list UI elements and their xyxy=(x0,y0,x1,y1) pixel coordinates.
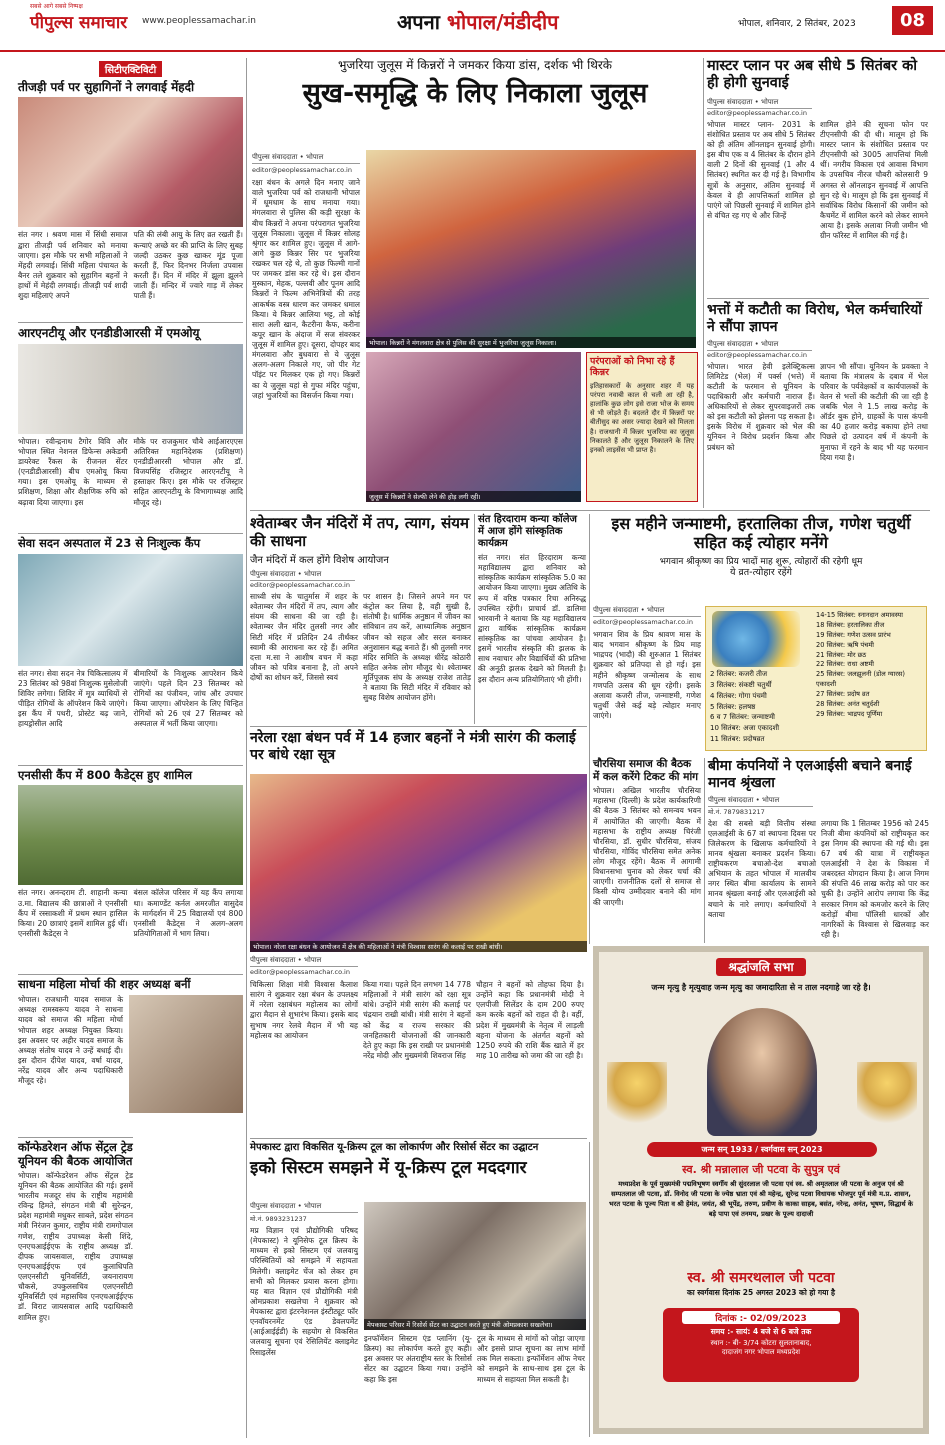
festival-item: 29 सितंबर: भाद्रपद पूर्णिमा xyxy=(816,709,883,718)
byline: पीपुल्स संवाददाता • भोपाल xyxy=(250,956,358,967)
photo-raksha xyxy=(250,774,587,952)
lic-story xyxy=(708,758,930,943)
photo-ncc xyxy=(18,785,243,885)
article-text: चिकित्सा शिक्षा मंत्री विश्वास कैलाश सारंग ने शुक्रवार रक्षा बंधन के उपलक्ष्य में नरेला रक्षाबंधन महोत्सव का लोगों द्वारा मैदान से शुभारंभ किया। इसके बाद सुभाष नगर रेलवे मैदान में भी यह महोत्सव का आयोजन xyxy=(250,980,358,1040)
column-divider xyxy=(246,58,247,1438)
column-divider xyxy=(474,514,475,724)
headline: संत हिरदाराम कन्या कॉलेज में आज होंगे सांस्कृतिक कार्यक्रम xyxy=(478,514,577,549)
info-box xyxy=(586,352,698,502)
byline: पीपुल्स संवाददाता • भोपाल xyxy=(250,570,355,581)
bhel-story xyxy=(707,302,929,508)
photo-caption: भोपाल। नरेला रक्षा बंधन के आयोजन में क्षेत्र की महिलाओं ने मंत्री विश्वास सारंग की कलाई पर राखी बांधी। xyxy=(250,941,587,952)
headline: श्वेताम्बर जैन मंदिरों में तप, त्याग, संयम की साधना xyxy=(250,514,469,550)
headline: नरेला रक्षा बंधन पर्व में 14 हजार बहनों ने मंत्री सारंग की कलाई पर बांधे रक्षा सूत्र xyxy=(250,730,576,763)
shraddhanjali-ad xyxy=(593,946,929,1434)
section-prefix: अपना xyxy=(397,10,440,34)
email[interactable]: editor@peoplessamachar.co.in xyxy=(250,581,350,589)
festival-list-left xyxy=(710,669,814,745)
kicker: भुजरिया जुलूस में किन्नरों ने जमकर किया डांस, दर्शक भी थिरके xyxy=(338,58,612,72)
byline: पीपुल्स संवाददाता • भोपाल xyxy=(707,340,812,351)
deceased-name: स्व. श्री समरथलाल जी पटवा xyxy=(687,1270,835,1286)
event-venue: दादाजंग नगर भोपाल मध्यप्रदेश xyxy=(721,1348,801,1356)
jain-story xyxy=(250,514,472,724)
festival-item: 3 सितंबर: संकष्टी चतुर्थी xyxy=(710,680,772,689)
ad-arc-text: जन्म मृत्यु है मृत्युवाह जन्म मृत्यु का जमादारिता से न ताल नदगाहे जा रहे है। xyxy=(651,983,871,992)
candle-decoration xyxy=(857,1062,917,1132)
masthead-tagline: सबसे आगे सबसे निष्पक्ष xyxy=(30,3,83,10)
festival-item: 5 सितंबर: हलषष्ठ xyxy=(710,702,756,711)
article-text: शामिल होने की सूचना फोन पर टीएनसीपी की दी थी। मालूम हो कि मास्टर प्लान के संशोधित प्रस्ताव पर टीएनसीपी को 3005 आपत्तियां मिली थीं। नगरीय विकास एवं आवास विभाग के उपसचिव नीरज चौबरी कोलसारी 9 अगस्त से ऑनलाइन सुनवाई में आपत्ति सुन रहे थे। मालूम हो कि इस सुनवाई में सर्वाधिक विरोध किसानों की जमीन को कैचमेंट में शामिल करने को लेकर सामने आया है। इसके अलावा निजी जमीन भी ग्रीन फॉरेस्ट में शामिल की गई है। xyxy=(820,119,928,241)
article-text: संत नगर। अनन्दराम टी. शाहानी कन्या उ.मा. विद्यालय की छात्राओं ने एनसीसी कैंप में रस्साकशी में प्रथम स्थान हासिल किया। 20 छात्राएं इसमें शामिल हुई थीं। एनसीसी कैडेट्स ने xyxy=(18,888,128,938)
article-text: टूल के माध्यम से मांगों को जोड़ा जाएगा और इससे प्राप्त सूचना का लाभ मांगों तक मिल सकता। इन्फॉर्मेशन ऑफ नेचर को समझने के साथ-साथ इस टूल के माध्यम से सहायता मिल सकती है। xyxy=(477,1334,585,1384)
article-text: भगवान शिव के प्रिय श्रावण मास के बाद भगवान श्रीकृष्ण के प्रिय माह भाद्रपद (भादौ) की शुरुआत 1 सितंबर शुक्रवार को प्रतिपदा से हो गई। इस महीने श्रीकृष्ण जन्मोत्सव के साथ गणपति उत्सव की धूम रहेगी। इसके अलावा कजरी तीज, जन्माष्टमी, गणेश चतुर्थी जैसे कई बड़े त्योहार मनाए जाएंगे। xyxy=(593,630,701,720)
headline: चौरसिया समाज की बैठक में कल करेंगे टिकट की मांग xyxy=(593,758,699,783)
bhujariya-story xyxy=(250,58,700,508)
event-box xyxy=(663,1308,859,1382)
article-text: देश की सबसे बड़ी वित्तीय संस्था एलआईसी के 67 वां स्थापना दिवस पर जिलेकरण के खिलाफ कर्मचारियों ने मानव श्रृंखला बनाकर प्रदर्शन किया। राष्ट्रीयकरण बचाओ-देश बचाओ अभियान के तहत भोपाल में मालवीय नगर स्थित बीमा कार्यालय के सामने मानव श्रृंखला बनाई और एलआईसी को बचाने के नारे लगाए। कर्मचारियों ने बताया xyxy=(708,818,816,919)
article-text: भोपाल मास्टर प्लान- 2031 के संशोधित प्रस्ताव पर अब सीधे 5 सितंबर को ही अंतिम ऑनलाइन सुनवाई होगी। इस बीच एक व 4 सितंबर के दौरान होने वाली 2 दिनों की सुनवाई (1 और 4 सितंबर) स्थगित कर दी गई है। विभागीय सूत्रों के अनुसार, अंतिम सुनवाई में केवल वे ही आपत्तिकर्ता शामिल हो पाएंगे जो पिछली सुनवाई में शामिल होने से वंचित रह गए थे और जिन्हें xyxy=(707,119,815,220)
section-title xyxy=(397,8,559,35)
festival-item: 27 सितंबर: प्रदोष व्रत xyxy=(816,690,870,699)
row-divider xyxy=(707,298,929,299)
headline: मास्टर प्लान पर अब सीधे 5 सितंबर को ही होगी सुनवाई xyxy=(707,58,918,92)
headline: इस महीने जन्माष्टमी, हरतालिका तीज, गणेश चतुर्थी सहित कई त्योहार मनेंगे xyxy=(611,514,911,553)
article-text: इनफॉर्मेशन सिस्टम एंड प्लानिंग (यू-क्रिस्प) का लोकार्पण करते हुए कही। इस अवसर पर अंतराष्ट्रीय स्तर के रिसोर्स सेंटर का उद्घाटन किया गया। उन्होंने कहा कि इस xyxy=(364,1334,472,1384)
festival-item: 2 सितंबर: कजरी तीज xyxy=(710,670,768,678)
mobile: मो.नं. 9893231237 xyxy=(250,1215,307,1223)
subhead-2: ये व्रत-त्योहार रहेंगे xyxy=(729,567,793,579)
dateline: भोपाल, शनिवार, 2 सितंबर, 2023 xyxy=(738,19,856,29)
masthead xyxy=(0,0,945,52)
article-text: भोपाल। रवीन्द्रनाथ टैगोर विवि और भोपाल स्थित नेशनल डिफेन्स अकेडमी डायरेक्ट रैंकस के रीजनल सेंटर (एनडीडीआरसी) बीच एमओयू किया गया। इस एमओयू के माध्यम से प्रशिक्षण, शिक्षा और शैक्षणिक रुचि को बढ़ावा दिया जाएगा। इस xyxy=(18,436,128,507)
festival-item: 4 सितंबर: गोगा पंचमी xyxy=(710,691,767,700)
email[interactable]: editor@peoplessamachar.co.in xyxy=(250,968,350,976)
article-text: लगाया कि 1 सितम्बर 1956 को 245 निजी बीमा कंपनियों को राष्ट्रीयकृत कर इस निगम की स्थापना की गई थी। इस 67 वर्ष की यात्रा में राष्ट्रीयकृत एलआईसी ने देश के विकास में जबरदस्त योगदान किया है। आज निगम की संपत्ति 46 लाख करोड़ को पार कर चुकी है। उन्होंने आरोप लगाया कि केंद्र सरकार निगम को कमजोर करने के लिए करोड़ों बीमा पॉलिसी धारकों और नागरिकों के विश्वास से खिलवाड़ कर रही है। xyxy=(821,818,929,939)
row-divider xyxy=(250,726,587,727)
article-text: रक्षा बंधन के अगले दिन मनाए जाने वाले भुजरिया पर्व को राजधानी भोपाल में धूमधाम के साथ मनाया गया। मंगलवारा से पुलिस की कड़ी सुरक्षा के बीच किन्नरों ने अपना परंपरागत भुजरिया जुलूस निकाला। जुलूस में किन्नर सोलह श्रृंगार कर शामिल हुए। जुलूस में आगे-आगे कुछ किन्नर सिर पर भुजरिया रखकर चल रहे थे, तो कुछ फिल्मी गानों पर जमकर डांस कर रहे थे। इस दौरान मुस्कान, मेहक, पल्लवी और पूनम आदि किन्नरों ने फिल्म अभिनेत्रियों की तरह आकर्षक वस्त्र धारण कर जमकर धमाल किया। ये किन्नर आलिया भट्ट, तो कोई सारा अली खान, कैटरीना कैफ, करीना कपूर खान के अंदाज में सज संवरकर जुलूस में शामिल हुए। दूसरा, दोपहर बाद मंगलवारा और बुधवारा से ये जुलूस अलग-अलग निकाले गए, जो पीर गेट पॉइंट पर मिलकर एक हो गए। किन्नरों का ये जुलूस यहां से गुफा मंदिर पहुंचा, जहां भुजरियों का विसर्जन किया गया। xyxy=(252,178,360,400)
website-url[interactable]: www.peoplessamachar.in xyxy=(142,16,256,26)
page-number: 08 xyxy=(892,6,933,35)
column-divider xyxy=(589,1142,590,1437)
portrait-photo xyxy=(707,1008,817,1136)
email[interactable]: editor@peoplessamachar.co.in xyxy=(707,350,807,359)
life-dates: जन्म सन् 1933 / स्वर्गवास सन् 2023 xyxy=(647,1142,877,1157)
photo-caption: जुलूस में किन्नरों ने सेल्फी लेने की होड़ लगी रही। xyxy=(366,491,581,502)
byline: पीपुल्स संवाददाता • भोपाल xyxy=(593,606,701,617)
festival-item: 21 सितंबर: मोर छठ xyxy=(816,650,867,659)
festival-item: 6 व 7 सितंबर: जन्माष्टमी xyxy=(710,713,775,722)
city-activity-column xyxy=(18,58,243,1438)
mapcast-story xyxy=(250,1142,587,1437)
headline: तीजड़ी पर्व पर सुहागिनों ने लगवाई मेंहदी xyxy=(18,80,195,94)
photo-selfie xyxy=(366,352,581,502)
column-divider xyxy=(704,758,705,943)
festival-item: 28 सितंबर: अनंत चतुर्दशी xyxy=(816,700,880,709)
festival-item: 10 सितंबर: अजा एकादशी xyxy=(710,724,780,733)
event-date: दिनांक :- 02/09/2023 xyxy=(682,1311,840,1324)
photo-mapcast xyxy=(364,1202,586,1330)
email[interactable]: editor@peoplessamachar.co.in xyxy=(252,166,352,174)
article-text: संत नगर। सेवा सदन नेत्र चिकित्सालय में 23 सितंबर को 98वां निःशुल्क मुसेलोजी शिविर लगेगा। शिविर में मूत्र व्याधियों से पीड़ित रोगियों के ऑपरेशन किये जाएंगे। इस कैंप में पथरी, प्रोस्टेट बढ़ जाने, हायड्रोसील आदि xyxy=(18,668,128,729)
article-text: भोपाल। अखिल भारतीय चौरसिया महासभा (दिल्ली) के प्रदेश कार्यकारिणी की बैठक 3 सितंबर को समन्वय भवन में आयोजित की जाएगी। बैठक में महासभा के राष्ट्रीय अध्यक्ष चिरंजी चौरसिया, डॉ. सुधीर चौरसिया, संजय चौरसिया, गोविंद चौरसिया समेत अनेक लोग मौजूद रहेंगे। बैठक में आगामी विधानसभा चुनाव को लेकर चर्चा की जाएगी। राजनीतिक दलों से समाज से किसी योग्य उम्मीदवार बनाने की मांग की जाएगी। xyxy=(593,786,701,907)
email[interactable]: editor@peoplessamachar.co.in xyxy=(707,108,807,117)
article-text: मौके पर राजकुमार चौबे आईआरएएस अतिरिक्त महानिदेशक (प्रशिक्षण) एनडीडीआरसी भोपाल और डॉ. विजयसिंह रजिस्ट्रार आरएनटीयू ने हस्ताक्षर किए। इस मौके पर रजिस्ट्रार सहित आरएनटीयू के विभागाध्यक्ष आदि मौजूद रहे। xyxy=(133,436,243,507)
chaurasia-story xyxy=(593,758,701,943)
kicker: मेपकास्ट द्वारा विकसित यू-क्रिस्प टूल का लोकार्पण और रिसोर्स सेंटर का उद्घाटन xyxy=(250,1142,539,1153)
family-description: मध्यप्रदेश के पूर्व मुख्यमंत्री पद्मविभूषण स्वर्गीय श्री सुंदरलाल जी पटवा एवं स्व. श्री अमृतलाल जी पटवा के अनुज एवं श्री सम्पतलाल जी पटवा, डॉ. विनोद जी पटवा के ज्येष्ठ भ्राता एवं श्री महेन्द्र, सुरेन्द्र पटवा विधायक भोजपुर पूर्व मंत्री म.प्र. शासन, भरत पटवा के पूज्य पिता व श्री हेमंत, जयंत, श्री भूपेंद्र, तरुण, प्रवीण के काका साहब, बसंत, नरेन्द्र, अनंत, भूषण, सिद्धार्थ के बड़े पापा एवं तनमय, प्रखर के पूज्य दादाजी xyxy=(609,1180,913,1218)
article-text: भोपाल। भारत हेवी इलेक्ट्रिकल्स लिमिटेड (भेल) में पर्क्स (भत्ते) में कटौती के फरमान से यूनियन के पदाधिकारी और कर्मचारी नाराज हैं। अधिकारियों से लेकर सुपरवाइजरों तक को इस कटौती को झेलना पड़ सकता है। इसके विरोध में शुक्रवार को भेल की यूनियन ने विरोध प्रदर्शन किया और प्रबंधन को xyxy=(707,361,815,452)
headline: कॉन्फेडरेशन ऑफ सेंट्रल ट्रेड यूनियन की बैठक आयोजित xyxy=(18,1137,133,1169)
byline: पीपुल्स संवाददाता • भोपाल xyxy=(708,796,813,807)
article-text: संत नगर। संत हिरदाराम कन्या महाविद्यालय द्वारा शनिवार को सांस्कृतिक कार्यक्रम सांस्कृतिक 5.0 का आयोजन किया जाएगा। मुख्य अतिथि के रूप में वरिष्ठ पत्रकार रिचा अनिरुद्ध उपस्थित रहेंगी। प्राचार्य डॉ. डालिमा भारवानी ने बताया कि यह महाविद्यालय द्वारा वार्षिक सांस्कृतिक कार्यक्रम सांस्कृतिक का पांचवा आयोजन है। इसमें भारतीय संस्कृति की झलक के साथ नवाचार और विद्यार्थियों की प्रतिभा की अनूठी झलक देखने को मिलती है। इस दौरान अन्य प्रतियोगिताएं भी होंगी। xyxy=(478,553,586,684)
photo-procession xyxy=(366,150,696,348)
mobile: मो.नं. 7879831217 xyxy=(708,807,765,816)
article-text: भोपाल। कॉन्फेडरेशन ऑफ सेंट्रल ट्रेड यूनियन की बैठक आयोजित की गई। इसमें भारतीय मजदूर संघ के राष्ट्रीय महामंत्री रविन्द्र हिमते, संगठन मंत्री बी सुरेन्द्रन, प्रदेश महामंत्री मधुकर साबले, प्रदेश संगठन मंत्री निरंजन कुमार, राष्ट्रीय मंत्री रामगोपाल गणेश, राष्ट्रीय उपाध्यक्ष केसी शिंदे, एनएचआईईएफ के राष्ट्रीय अध्यक्ष डॉ. दीपक जायसवाल, राष्ट्रीय उपाध्यक्ष एनएचआईईएफ एवं कुलाधिपति एलएनसीटी यूनिवर्सिटी, जयनारायण चौकसे, उपकुलसचिव एलएनसीटी यूनिवर्सिटी एवं महासचिव एनएचआईईएफ डॉ. विराट जायसवाल आदि पदाधिकारी शामिल हुए। xyxy=(18,1170,133,1322)
headline: साधना महिला मोर्चा की शहर अध्यक्ष बनीं xyxy=(18,974,243,992)
subhead: भगवान श्रीकृष्ण का प्रिय भादों माह शुरू, त्योहारों की रहेगी धूम xyxy=(659,557,863,568)
candle-decoration xyxy=(607,1062,667,1132)
column-divider xyxy=(703,58,704,508)
festival-item: 18 सितंबर: हरतालिका तीज xyxy=(816,620,885,629)
event-time: समय :- सायं: 4 बजे से 6 बजे तक xyxy=(710,1327,812,1336)
hirdaram-story xyxy=(478,514,586,724)
headline: सेवा सदन अस्पताल में 23 से निःशुल्क कैंप xyxy=(18,533,243,551)
photo-hospital xyxy=(18,554,243,666)
photo-caption: मेपकास्ट परिसर में रिसोर्स सेंटर का उद्घाटन करते हुए मंत्री ओमप्रकाश सखलेचा। xyxy=(364,1319,586,1330)
headline: एनसीसी कैंप में 800 कैडेट्स हुए शामिल xyxy=(18,765,243,783)
festival-item: 20 सितंबर: ऋषि पंचमी xyxy=(816,640,875,649)
article-text: ज्ञापन भी सौंपा। यूनियन के प्रवक्ता ने बताया कि मंत्रालय के दबाव में भेल परिवार के पर्यवेक्षकों व कार्यपालकों के वेतन से भत्तों की कटौती की जा रही है जबकि भेल ने 1.5 लाख करोड़ के ऑर्डर बुक होने, ग्राहकों के पास कंपनी का 40 हजार करोड़ बकाया होने तथा पिछले दो उत्पादन वर्ष में कंपनी के मुनाफा में रहने के बाद भी यह फरमान दिया गया है। xyxy=(820,361,928,462)
email[interactable]: editor@peoplessamachar.co.in xyxy=(593,618,693,626)
festival-list-right xyxy=(816,611,926,720)
newspaper-logo: पीपुल्स समाचार xyxy=(30,13,128,33)
raksha-story xyxy=(250,730,587,1135)
festival-item: 22 सितंबर: राधा अष्टमी xyxy=(816,660,874,669)
row-divider xyxy=(250,510,930,511)
article-text: किया गया। पहले दिन लगभग 14 778 महिलाओं ने मंत्री सारंग को रक्षा सूत्र बांधे। उन्होंने मंत्री सारंग की कलाई पर चंद्रयान राखी बांधी। मंत्री सारंग ने बहनों को केंद्र व राज्य सरकार की जनहितकारी योजनाओं की जानकारी देते हुए कहा कि इस राखी पर प्रधानमंत्री नरेंद्र मोदी और मुख्यमंत्री शिवराज सिंह xyxy=(363,980,471,1060)
section-name: भोपाल/मंडीदीप xyxy=(446,10,559,34)
photo-caption: भोपाल। किन्नरों ने मंगलवारा क्षेत्र से पुलिस की सुरक्षा में भुजरिया जुलूस निकाला। xyxy=(366,337,696,348)
masterplan-story xyxy=(707,58,929,298)
photo-sadhana xyxy=(129,995,243,1113)
headline: सुख-समृद्धि के लिए निकाला जुलूस xyxy=(302,78,648,110)
box-title: परंपराओं को निभा रहे हैं किन्नर xyxy=(590,356,675,379)
festival-item: 25 सितंबर: जलझूलनी (डोल ग्यारस) एकादशी xyxy=(816,670,905,689)
article-text: मप्र विज्ञान एवं प्रौद्योगिकी परिषद (मेपकास्ट) ने यूनिसेफ टूल क्रिस्प के माध्यम से इको सिस्टम एवं जलवायु परिस्थितियों को समझने में सहायता मिलेगी। क्लाइमेट चेंज को लेकर हम सभी को मिलकर प्रयास करना होगा। यह बात विज्ञान एवं प्रौद्योगिकी मंत्री ओमप्रकाश सखलेचा ने शुक्रवार को मेपकास्ट द्वारा इंटरनेशनल इंस्टीट्यूट फॉर एनवॉयरनमेंट एंड डेवलपमेंट (आईआईईडी) के सहयोग से विकसित जलवायु सूचना एवं रेसिलियेंट क्लाइमेट रिसाइलेंस xyxy=(250,1226,358,1357)
article-text: संत नगर । श्रवण मास में सिंधी समाज द्वारा तीजड़ी पर्व शनिवार को मनाया जाएगा। इस मौके पर सभी महिलाओं ने मेंहदी लगवाई। सिंधी महिला पंचायत के बैनर तले शुक्रवार को सुहागिन बहनों ने हाथों में मेहंदी लगवाई। तीजड़ी पर्व शादी शुदा महिलाएं अपने xyxy=(18,230,128,301)
article-text: पर शासन है। जिसने अपने मन पर कंट्रोल कर लिया है, वही सुखी है, संतोषी है। धार्मिक अनुष्ठान में जीवन का संविधान तय करें, आध्यात्मिक अनुष्ठान जीवन को सहज और सरल बनाकर अनुशासन बद्ध बनाते हैं। श्री तुलसी नगर मंदिर समिति के अध्यक्ष धीरेंद्र कोठारी सहित अनेक लोग मौजूद थे। श्वेताम्बर मूर्तिपूजक संघ के अध्यक्ष राजेश तातेड़ ने बताया कि सिटी मंदिर में रविवार को सुबह विशेष आयोजन होंगे। xyxy=(363,592,471,703)
column-divider xyxy=(589,514,590,944)
ad-title: श्रद्धांजलि सभा xyxy=(716,958,805,976)
photo-mehndi xyxy=(18,97,243,227)
headline: भत्तों में कटौती का विरोध, भेल कर्मचारियों ने सौंपा ज्ञापन xyxy=(707,302,922,335)
parent-name: स्व. श्री मन्नालाल जी पटवा के सुपुत्र एवं xyxy=(682,1163,840,1176)
article-text: भोपाल। राजधानी यादव समाज के अध्यक्ष रामस्वरूप यादव ने साधना यादव को समाज की महिला मोर्चा भोपाल शहर अध्यक्ष नियुक्त किया। इस अवसर पर अहीर यादव समाज के अध्यक्ष संतोष यादव ने उन्हें बधाई दी। इस दौरान दीपेश यादव, वर्षा यादव, नरेंद्र यादव और अन्य पदाधिकारी मौजूद रहे। xyxy=(18,995,123,1086)
event-venue: स्थान :- बी- 3/74 कोटरा सुलतानाबाद, xyxy=(710,1339,812,1347)
festival-item: 19 सितंबर: गणेश उत्सव प्रारंभ xyxy=(816,630,891,639)
article-text: चौहान ने बहनों को तोहफा दिया है। उन्होंने कहा कि प्रधानमंत्री मोदी ने एलपीजी सिलेंडर के दाम 200 रुपए कम करके बहनों को राहत दी है। वहीं, प्रदेश में मुख्यमंत्री के नेतृत्व में लाड़ली बहना योजना के अंतर्गत बहनों को 1250 रुपये की राशि बैंक खाते में हर माह 10 तारीख को जमा की जा रही है। xyxy=(476,980,584,1060)
section-tag: सिटीएक्टिविटी xyxy=(99,61,162,77)
headline: इको सिस्टम समझने में यू-क्रिस्प टूल मददगार xyxy=(250,1158,527,1178)
festival-card xyxy=(705,606,927,751)
row-divider xyxy=(250,1138,587,1139)
article-text: बीमारियों के निःशुल्क आपरेशन किये जाएंगे। पहले दिन 23 सितम्बर को रोगियों का पंजीयन, जांच और उपचार किया जाएगा। ऑपरेशन के लिए चिन्हित रोगियों को 26 एवं 27 सितम्बर को अस्पताल में भर्ती किया जाएगा। xyxy=(133,668,243,729)
headline: आरएनटीयू और एनडीडीआरसी में एमओयू xyxy=(18,322,243,340)
article-text: बंसल कॉलेज परिसर में यह कैंप लगाया था। कमाण्डेंट कर्नल अमरजीत वासुदेव के मार्गदर्शन में 25 विद्यालयों एवं 800 एनसीसी कैडेट्स ने अलग-अलग प्रतियोगिताओं में भाग लिया। xyxy=(133,888,243,938)
article-text: साध्वी संघ के चातुर्मास में शहर के श्वेताम्बर जैन मंदिरों में तप, त्याग और संयम की साधना की जा रही है। श्वेताम्बर जैन मंदिर तुलसी नगर और सिटी मंदिर में प्रतिदिन 24 तीर्थंकर स्वामी की आराधना कर रहे हैं। अमित दत्ता म.सा ने आशीष वचन में कहा जीवन को पवित्र बनाना है, तो अपने दोषों का शोधन करें, जिससे स्वयं xyxy=(250,592,358,682)
photo-mou xyxy=(18,344,243,434)
byline: पीपुल्स संवाददाता • भोपाल xyxy=(707,98,812,109)
krishna-illustration xyxy=(712,611,800,667)
festival-item: 11 सितंबर: प्रदोषव्रत xyxy=(710,735,765,744)
box-text: इतिहासकारों के अनुसार शहर में यह परंपरा नवाबी काल से चली आ रही है, हालांकि कुछ लोग इसे राजा भोज के समय से भी जोड़ते हैं। बदलते दौर में किन्नरों पर बीतीसुद का असर ज्यादा देखने को मिलता है। राजधानी में किन्नर भुजरिया का जुलूस निकालते हैं और जुलूस निकालने के लिए इनको लाइसेंस भी प्राप्त है। xyxy=(590,381,694,454)
festivals-story xyxy=(593,514,929,754)
byline: पीपुल्स संवाददाता • भोपाल xyxy=(252,153,360,164)
death-notice: का स्वर्गवास दिनांक 25 अगस्त 2023 को हो गया है xyxy=(686,1288,836,1297)
festival-item: 14-15 सितंबर: स्नानदान अमावस्या xyxy=(816,611,903,619)
byline: पीपुल्स संवाददाता • भोपाल xyxy=(250,1202,358,1213)
article-text: पति की लंबी आयु के लिए व्रत रखती हैं। कन्याएं अच्छे वर की प्राप्ति के लिए सुबह जल्दी उठकर कुछ खाकर मूंड पूजा करती हैं, फिर दिनभर निर्जला उपवास करती हैं। दिन में मंदिर में झूला झूलने जाती हैं। मन्दिर में ज्वारे गाड़ में लेकर पाती हैं। xyxy=(133,230,243,301)
subhead: जैन मंदिरों में कल होंगे विशेष आयोजन xyxy=(250,555,389,566)
headline: बीमा कंपनियों ने एलआईसी बचाने बनाई मानव श्रृंखला xyxy=(708,758,912,791)
